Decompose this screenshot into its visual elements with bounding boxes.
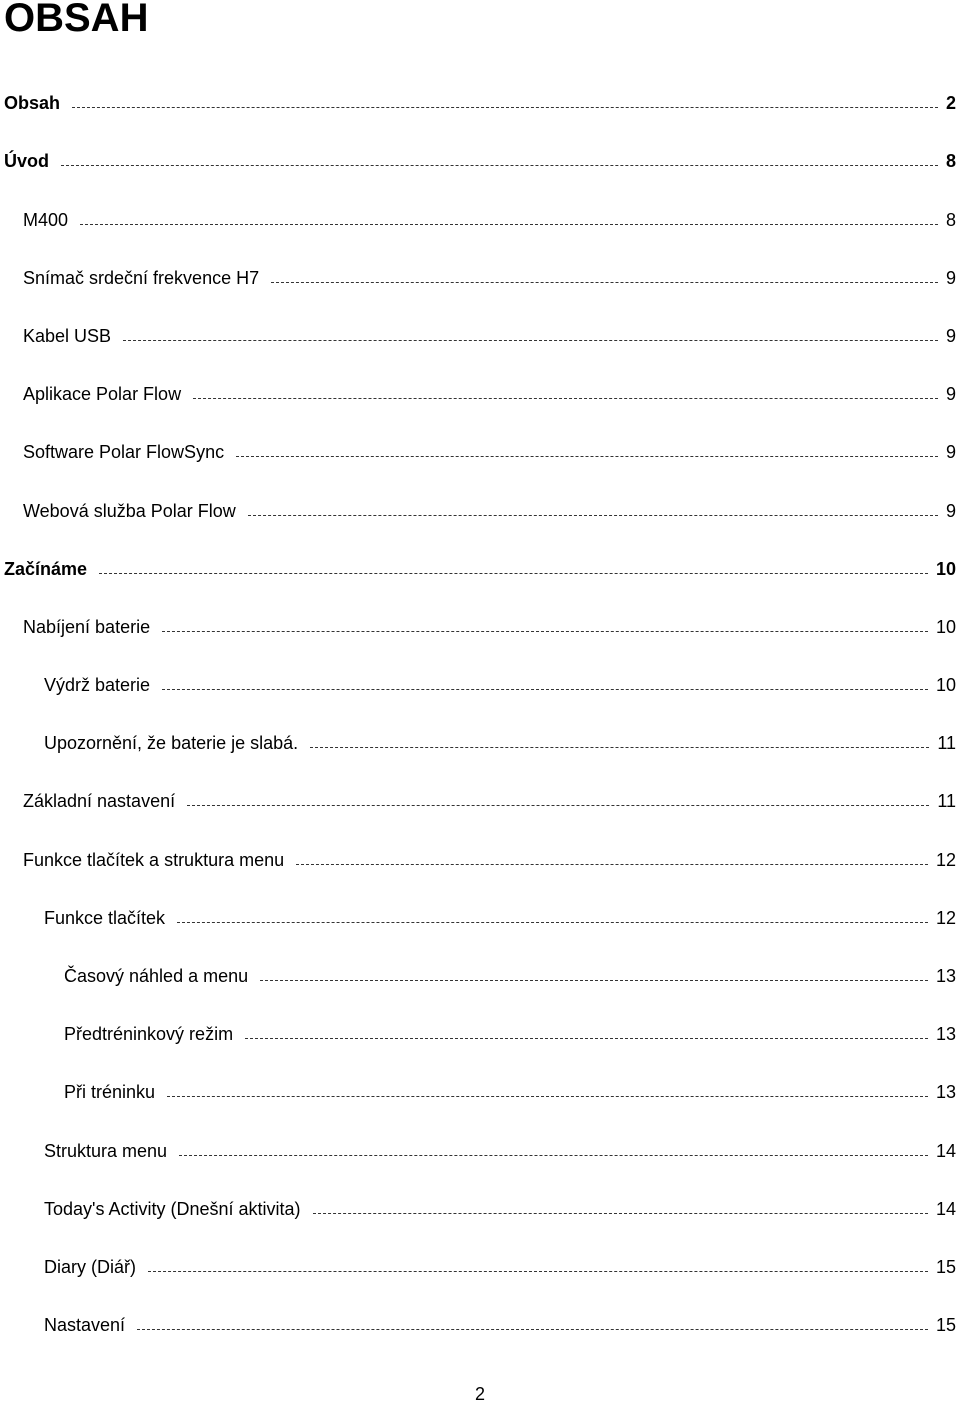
toc-dot-leader <box>313 1212 928 1214</box>
page-title: OBSAH <box>4 0 149 40</box>
toc-entry[interactable] <box>0 124 960 182</box>
toc-dot-leader <box>248 514 938 516</box>
toc-entry-page: 8 <box>945 151 956 172</box>
toc-entry-label: Základní nastavení <box>23 791 176 812</box>
toc-entry-page: 9 <box>945 325 956 346</box>
toc-entry-label: Funkce tlačítek a struktura menu <box>23 849 285 870</box>
toc-entry-page: 14 <box>935 1140 956 1161</box>
toc-entry[interactable] <box>0 648 960 706</box>
toc-entry[interactable] <box>0 1055 960 1113</box>
table-of-contents <box>0 66 960 1346</box>
toc-entry[interactable] <box>0 1288 960 1346</box>
toc-dot-leader <box>72 106 938 108</box>
toc-entry-label: M400 <box>23 209 69 230</box>
toc-entry-page: 9 <box>945 267 956 288</box>
toc-entry-label: Webová služba Polar Flow <box>23 500 236 521</box>
toc-entry[interactable] <box>0 590 960 648</box>
toc-entry[interactable] <box>0 415 960 473</box>
toc-entry-page: 13 <box>935 1024 956 1045</box>
toc-entry[interactable] <box>0 1230 960 1288</box>
toc-entry-page: 2 <box>945 93 956 114</box>
toc-dot-leader <box>162 688 928 690</box>
toc-entry-label: Časový náhled a menu <box>64 966 249 986</box>
toc-entry[interactable] <box>0 532 960 590</box>
toc-dot-leader <box>148 1270 928 1272</box>
toc-dot-leader <box>236 455 938 457</box>
toc-entry[interactable] <box>0 299 960 357</box>
toc-entry-label: Software Polar FlowSync <box>23 442 225 463</box>
toc-dot-leader <box>80 223 938 225</box>
toc-entry-page: 10 <box>935 675 956 696</box>
toc-dot-leader <box>193 397 938 399</box>
toc-entry-page: 15 <box>935 1315 956 1336</box>
toc-entry[interactable] <box>0 66 960 124</box>
toc-entry[interactable] <box>0 706 960 764</box>
toc-entry[interactable] <box>0 881 960 939</box>
toc-entry-page: 15 <box>935 1256 956 1277</box>
toc-entry-page: 13 <box>935 966 956 986</box>
toc-entry-label: Upozornění, že baterie je slabá. <box>44 733 299 754</box>
toc-entry-label: Funkce tlačítek <box>44 907 166 928</box>
toc-entry[interactable] <box>0 822 960 880</box>
toc-entry-page: 9 <box>945 384 956 405</box>
toc-entry-page: 9 <box>945 442 956 463</box>
toc-entry[interactable] <box>0 241 960 299</box>
toc-entry-page: 10 <box>935 616 956 637</box>
toc-dot-leader <box>137 1328 928 1330</box>
toc-entry-label: Nabíjení baterie <box>23 616 151 637</box>
toc-entry-page: 10 <box>935 558 956 579</box>
toc-entry[interactable] <box>0 1113 960 1171</box>
toc-dot-leader <box>271 281 938 283</box>
toc-dot-leader <box>99 572 928 574</box>
toc-entry-label: Při tréninku <box>64 1082 156 1103</box>
toc-entry-label: Obsah <box>4 93 61 114</box>
toc-entry-page: 13 <box>935 1082 956 1103</box>
toc-dot-leader <box>123 339 938 341</box>
toc-entry-label: Diary (Diář) <box>44 1256 136 1277</box>
toc-dot-leader <box>245 1037 928 1039</box>
toc-dot-leader <box>162 630 928 632</box>
toc-entry-label: Úvod <box>4 151 49 172</box>
toc-entry-label: Začínáme <box>4 558 88 579</box>
toc-entry-page: 9 <box>945 500 956 521</box>
toc-dot-leader <box>179 1154 928 1156</box>
toc-entry-label: Výdrž baterie <box>44 675 151 696</box>
toc-entry[interactable] <box>0 997 960 1055</box>
toc-entry-page: 11 <box>937 733 956 754</box>
toc-entry[interactable] <box>0 1172 960 1230</box>
footer-page-number: 2 <box>474 1384 485 1404</box>
toc-dot-leader <box>260 979 928 981</box>
toc-entry-label: Today's Activity (Dnešní aktivita) <box>44 1198 301 1219</box>
toc-entry-page: 12 <box>935 907 956 928</box>
toc-entry[interactable] <box>0 182 960 240</box>
toc-entry-label: Snímač srdeční frekvence H7 <box>23 267 260 288</box>
toc-entry[interactable] <box>0 473 960 531</box>
toc-entry[interactable] <box>0 764 960 822</box>
toc-entry-label: Nastavení <box>44 1315 126 1336</box>
toc-entry[interactable] <box>0 939 960 997</box>
toc-dot-leader <box>187 804 929 806</box>
toc-dot-leader <box>310 746 929 748</box>
toc-entry-page: 11 <box>937 791 956 812</box>
toc-dot-leader <box>167 1095 928 1097</box>
toc-entry-label: Struktura menu <box>44 1140 168 1161</box>
toc-entry-label: Aplikace Polar Flow <box>23 384 182 405</box>
toc-entry-label: Předtréninkový režim <box>64 1024 234 1045</box>
toc-entry-page: 12 <box>935 849 956 870</box>
toc-entry-label: Kabel USB <box>23 325 112 346</box>
toc-entry-page: 8 <box>945 209 956 230</box>
toc-entry-page: 14 <box>935 1198 956 1219</box>
toc-dot-leader <box>177 921 928 923</box>
toc-dot-leader <box>296 863 928 865</box>
toc-dot-leader <box>61 164 938 166</box>
toc-entry[interactable] <box>0 357 960 415</box>
